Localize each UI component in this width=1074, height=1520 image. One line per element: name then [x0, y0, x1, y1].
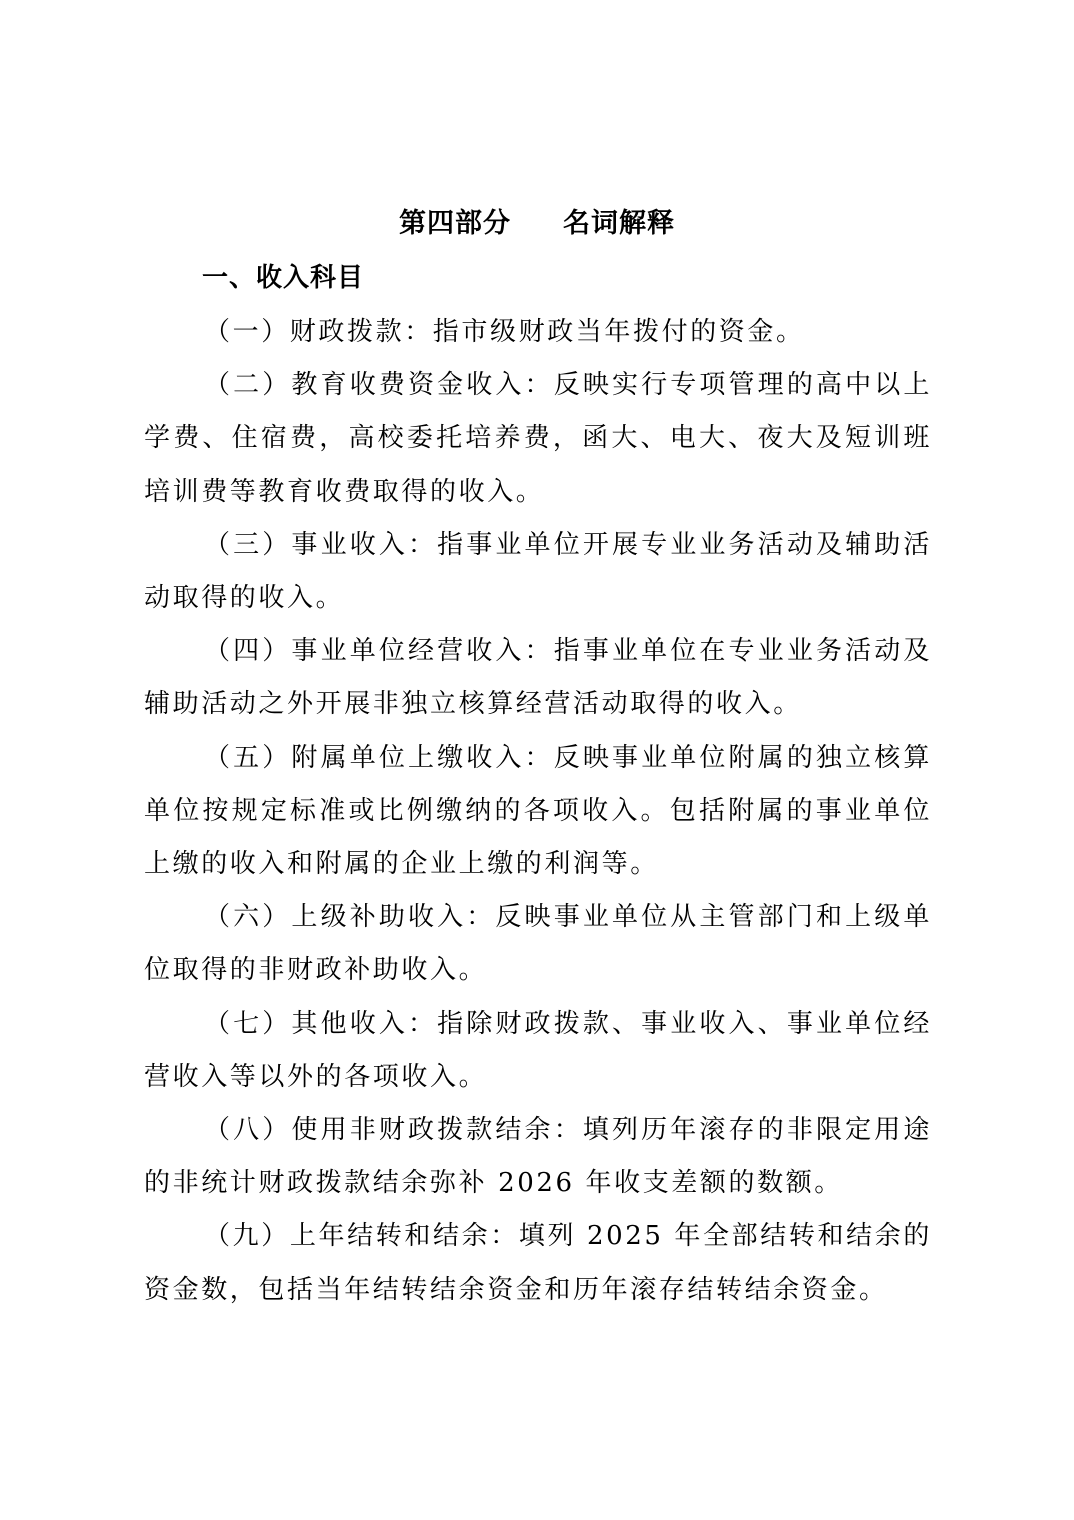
- paragraph-8: （八）使用非财政拨款结余：填列历年滚存的非限定用途的非统计财政拨款结余弥补 2026 年收支差额的数额。: [144, 1115, 932, 1199]
- paragraph-5: （五）附属单位上缴收入：反映事业单位附属的独立核算单位按规定标准或比例缴纳的各项收入。包括附属的事业单位上缴的收入和附属的企业上缴的利润等。: [144, 742, 932, 880]
- body-text: [144, 306, 932, 1317]
- section-heading: 一、收入科目: [202, 263, 365, 293]
- title-part: 第四部分: [399, 208, 511, 239]
- paragraph-6: （六）上级补助收入：反映事业单位从主管部门和上级单位取得的非财政补助收入。: [144, 902, 932, 986]
- paragraph-9: （九）上年结转和结余：填列 2025 年全部结转和结余的资金数，包括当年结转结余资金和历年滚存结转结余资金。: [144, 1221, 932, 1305]
- page-title: [0, 204, 1074, 244]
- paragraph-1: （一）财政拨款：指市级财政当年拨付的资金。: [204, 317, 805, 347]
- paragraph-4: （四）事业单位经营收入：指事业单位在专业业务活动及辅助活动之外开展非独立核算经营活动取得的收入。: [144, 636, 932, 720]
- paragraph-7: （七）其他收入：指除财政拨款、事业收入、事业单位经营收入等以外的各项收入。: [144, 1008, 932, 1092]
- paragraph-3: （三）事业收入：指事业单位开展专业业务活动及辅助活动取得的收入。: [144, 529, 932, 614]
- title-name: 名词解释: [563, 208, 675, 239]
- paragraph-2: （二）教育收费资金收入：反映实行专项管理的高中以上学费、住宿费，高校委托培养费，函大、电大、夜大及短训班培训费等教育收费取得的收入。: [144, 370, 932, 507]
